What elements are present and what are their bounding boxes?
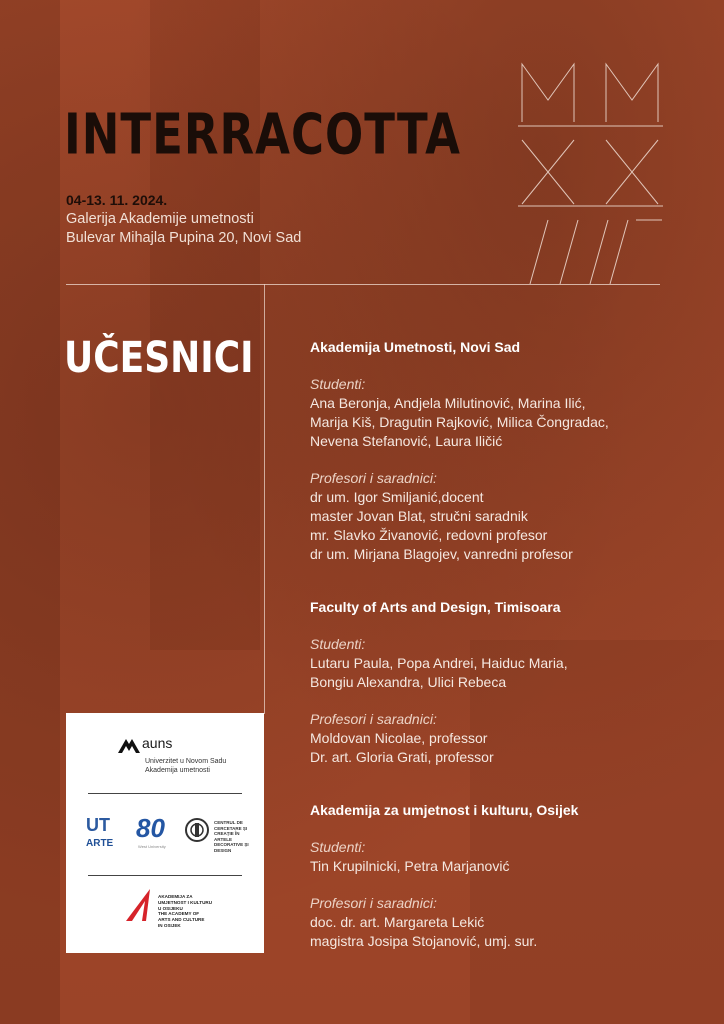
institution-section [310, 338, 710, 564]
staff-group [310, 894, 710, 951]
ccic-line: CREAȚIE ÎN [214, 831, 240, 836]
partner-logos-panel [66, 713, 264, 953]
arte-label: ARTE [86, 838, 114, 849]
bg-shade [150, 0, 260, 650]
staff-line: Moldovan Nicolae, professor [310, 730, 488, 746]
students-line: Tin Krupilnicki, Petra Marjanović [310, 858, 510, 874]
institution-section [310, 598, 710, 767]
ut-mark: UT [86, 815, 110, 835]
staff-line: magistra Josipa Stojanović, umj. sur. [310, 933, 538, 949]
staff-label: Profesori i saradnici: [310, 895, 437, 911]
osijek-academy-logo-icon [124, 887, 158, 923]
students-line: Nevena Stefanović, Laura Iličić [310, 433, 503, 449]
students-group [310, 375, 710, 451]
students-line: Marija Kiš, Dragutin Rajković, Milica Čongradac, [310, 414, 609, 430]
students-group [310, 838, 710, 876]
auns-university: Univerzitet u Novom Sadu [145, 758, 227, 765]
staff-line: Dr. art. Gloria Grati, professor [310, 749, 494, 765]
ccic-line: ARTELE [214, 836, 232, 842]
venue-name: Galerija Akademije umetnosti [66, 211, 254, 227]
column-divider [264, 284, 265, 714]
students-line: Bongiu Alexandra, Ulici Rebeca [310, 674, 507, 690]
header-divider [66, 284, 660, 285]
ccic-logo-icon [184, 817, 210, 843]
osijek-line: IN OSIJEK [158, 922, 181, 928]
osijek-line: THE ACADEMY OF [158, 911, 200, 917]
institution-name: Akademija Umetnosti, Novi Sad [310, 339, 521, 355]
osijek-line: AKADEMIJA ZA [158, 894, 193, 899]
auns-mark-icon [118, 737, 140, 753]
west-university-80-logo: 80 [136, 813, 165, 843]
staff-line: master Jovan Blat, stručni saradnik [310, 508, 528, 524]
staff-label: Profesori i saradnici: [310, 711, 437, 727]
staff-label: Profesori i saradnici: [310, 470, 437, 486]
auns-subtitle [145, 757, 226, 775]
roman-year-graphic [518, 60, 663, 288]
event-title: INTERRACOTTA [64, 101, 462, 168]
staff-line: doc. dr. art. Margareta Lekić [310, 914, 485, 930]
event-venue [66, 210, 301, 248]
participants-heading: UČESNICI [64, 334, 254, 383]
auns-academy: Akademija umetnosti [145, 767, 210, 774]
osijek-line: UMJETNOST I KULTURU [158, 899, 213, 905]
venue-address: Bulevar Mihajla Pupina 20, Novi Sad [66, 230, 302, 246]
bg-shade [0, 0, 60, 1024]
osijek-line: ARTS AND CULTURE [158, 917, 205, 923]
auns-name: auns [142, 735, 173, 751]
students-label: Studenti: [310, 636, 366, 652]
osijek-line: U OSIJEKU [158, 905, 183, 911]
institution-name: Akademija za umjetnost i kulturu, Osijek [310, 802, 579, 818]
auns-logo [118, 735, 173, 758]
west-university-label: West University [138, 844, 166, 849]
ut-arte-logo [86, 815, 126, 849]
students-label: Studenti: [310, 839, 366, 855]
ccic-line: CERCETARE ȘI [214, 825, 248, 831]
ccic-line: DESIGN [214, 847, 232, 853]
students-line: Ana Beronja, Andjela Milutinović, Marina Ilić, [310, 395, 586, 411]
staff-line: dr um. Igor Smiljanić,docent [310, 489, 484, 505]
participants-list [310, 338, 710, 985]
logo-separator [88, 793, 242, 794]
students-group [310, 635, 710, 692]
staff-line: dr um. Mirjana Blagojev, vanredni profesor [310, 546, 573, 562]
osijek-academy-text [158, 894, 218, 929]
students-label: Studenti: [310, 376, 366, 392]
ccic-line: DECORATIVE ȘI [214, 842, 249, 847]
event-dates: 04-13. 11. 2024. [66, 192, 168, 208]
ccic-line: CENTRUL DE [214, 820, 243, 825]
staff-line: mr. Slavko Živanović, redovni profesor [310, 527, 548, 543]
institution-section [310, 801, 710, 951]
ccic-text [214, 820, 262, 853]
logo-separator [88, 875, 242, 876]
institution-name: Faculty of Arts and Design, Timisoara [310, 599, 561, 615]
staff-group [310, 710, 710, 767]
staff-group [310, 469, 710, 564]
students-line: Lutaru Paula, Popa Andrei, Haiduc Maria, [310, 655, 568, 671]
